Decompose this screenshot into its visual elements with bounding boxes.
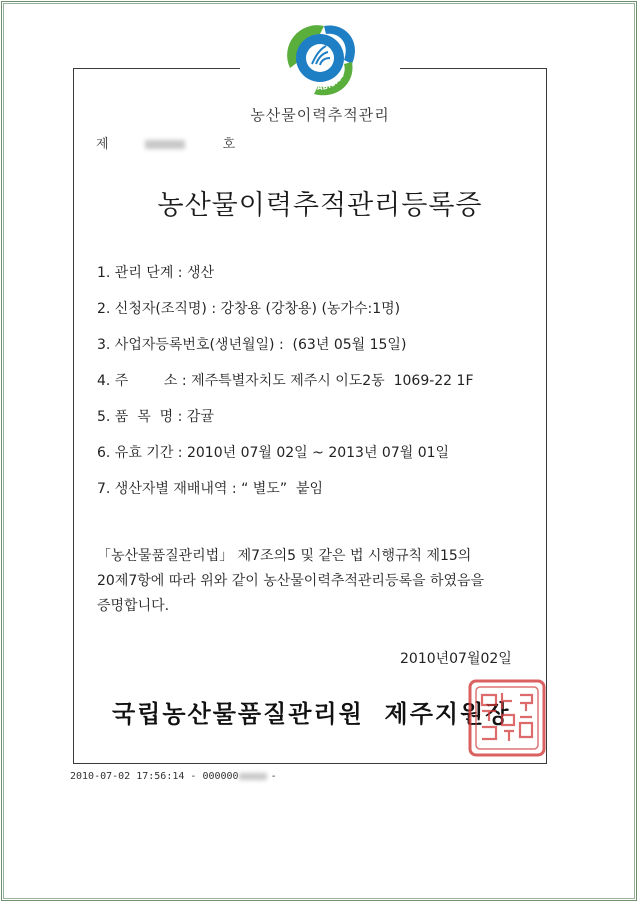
statement-line-1: 「농산물품질관리법」 제7조의5 및 같은 법 시행규칙 제15의 xyxy=(97,548,472,564)
organization-name: 농산물이력추적관리 xyxy=(250,106,390,124)
footer-timestamp: 2010-07-02 17:56:14 - 000000 xyxy=(70,771,239,782)
issue-date: 2010년07월02일 xyxy=(400,651,512,667)
item-product: 5. 품 목 명 : 감귤 xyxy=(97,409,214,425)
registration-number xyxy=(96,133,235,152)
item-cultivation: 7. 생산자별 재배내역 : “ 별도” 붙임 xyxy=(97,481,324,497)
redacted-code xyxy=(239,773,267,780)
footer-suffix: - xyxy=(270,771,277,782)
certificate-title: 농산물이력추적관리등록증 xyxy=(157,190,483,221)
official-seal-icon xyxy=(466,677,548,759)
registration-prefix: 제 xyxy=(96,137,109,152)
statement-line-3: 증명합니다. xyxy=(97,598,170,614)
traceability-logo-icon xyxy=(272,12,368,102)
item-validity: 6. 유효 기간 : 2010년 07월 02일 ~ 2013년 07월 01일 xyxy=(97,445,450,461)
statement-line-2: 20제7항에 따라 위와 같이 농산물이력추적관리등록을 하였음을 xyxy=(97,573,485,589)
item-applicant: 2. 신청자(조직명) : 강창용 (강창용) (농가수:1명) xyxy=(97,301,401,317)
certification-statement xyxy=(97,544,537,619)
item-business-number: 3. 사업자등록번호(생년월일) : (63년 05월 15일) xyxy=(97,337,407,353)
redacted-number xyxy=(145,140,185,149)
issuer-name: 국립농산물품질관리원 제주지원장 xyxy=(112,699,511,728)
print-footer xyxy=(70,771,277,782)
item-address: 4. 주 소 : 제주특별자치도 제주시 이도2동 1069-22 1F xyxy=(97,373,474,389)
item-stage: 1. 관리 단계 : 생산 xyxy=(97,265,215,281)
registration-suffix: 호 xyxy=(222,137,236,152)
logo-ring-text: TRACEABILITY xyxy=(293,70,347,92)
item-list xyxy=(97,262,474,514)
